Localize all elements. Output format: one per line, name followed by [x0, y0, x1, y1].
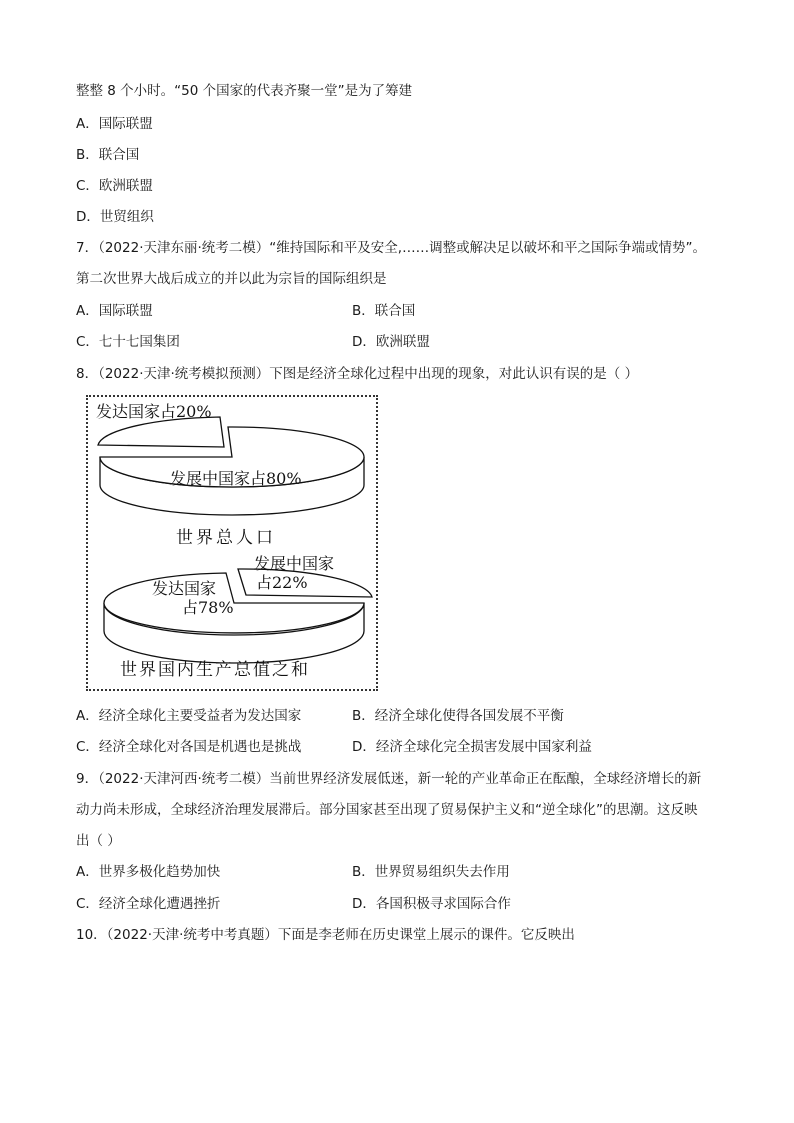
q7-option-c[interactable]: C．七十七国集团 [76, 334, 180, 350]
q8-option-c[interactable]: C．经济全球化对各国是机遇也是挑战 [76, 739, 302, 755]
q9-option-c[interactable]: C．经济全球化遭遇挫折 [76, 896, 221, 912]
q6-option-c[interactable]: C．欧洲联盟 [76, 178, 153, 194]
q9-option-d[interactable]: D．各国积极寻求国际合作 [352, 896, 511, 912]
intro-line: 整整 8 个小时。“50 个国家的代表齐聚一堂”是为了筹建 [76, 83, 413, 99]
pie1-slice-developed [98, 417, 224, 447]
q6-option-a[interactable]: A．国际联盟 [76, 116, 153, 132]
q8-option-a[interactable]: A．经济全球化主要受益者为发达国家 [76, 708, 302, 724]
pie1-title: 世界总人口 [176, 528, 276, 548]
pie1-label-developed: 发达国家占20% [96, 402, 212, 421]
q10-stem: 10．（2022·天津·统考中考真题）下面是李老师在历史课堂上展示的课件。它反映出 [76, 927, 575, 943]
q9-stem-line3: 出（ ） [76, 833, 121, 849]
q7-option-d[interactable]: D．欧洲联盟 [352, 334, 430, 350]
pie-charts [88, 397, 376, 689]
q7-stem-line2: 第二次世界大战后成立的并以此为宗旨的国际组织是 [76, 271, 387, 287]
q9-stem-line2: 动力尚未形成，全球经济治理发展滞后。部分国家甚至出现了贸易保护主义和“逆全球化”的思潮。这反映 [76, 802, 698, 818]
q7-option-b[interactable]: B．联合国 [352, 303, 416, 319]
pie2-title: 世界国内生产总值之和 [120, 660, 310, 680]
population-pie [96, 402, 364, 548]
pie2-label-developed-line1: 发达国家 [152, 579, 217, 598]
q7-stem-line1: 7．（2022·天津东丽·统考二模）“维持国际和平及安全,……调整或解决足以破坏和平之国际争端或情势”。 [76, 240, 707, 256]
q9-stem-line1: 9．（2022·天津河西·统考二模）当前世界经济发展低迷，新一轮的产业革命正在酝酿，全球经济增长的新 [76, 771, 702, 787]
pie2-label-developing-line2: 占22% [256, 573, 308, 592]
q8-stem: 8．（2022·天津·统考模拟预测）下图是经济全球化过程中出现的现象，对此认识有误的是（ ） [76, 366, 639, 382]
q9-option-b[interactable]: B．世界贸易组织失去作用 [352, 864, 510, 880]
q8-figure [86, 395, 378, 691]
q6-option-b[interactable]: B．联合国 [76, 147, 140, 163]
pie2-label-developed-line2: 占78% [182, 598, 234, 617]
q7-option-a[interactable]: A．国际联盟 [76, 303, 153, 319]
pie2-label-developing-line1: 发展中国家 [254, 554, 335, 573]
q6-option-d[interactable]: D．世贸组织 [76, 209, 154, 225]
q9-option-a[interactable]: A．世界多极化趋势加快 [76, 864, 221, 880]
q8-option-b[interactable]: B．经济全球化使得各国发展不平衡 [352, 708, 564, 724]
gdp-pie [104, 554, 372, 680]
q8-option-d[interactable]: D．经济全球化完全损害发展中国家利益 [352, 739, 592, 755]
pie1-label-developing: 发展中国家占80% [170, 469, 302, 488]
